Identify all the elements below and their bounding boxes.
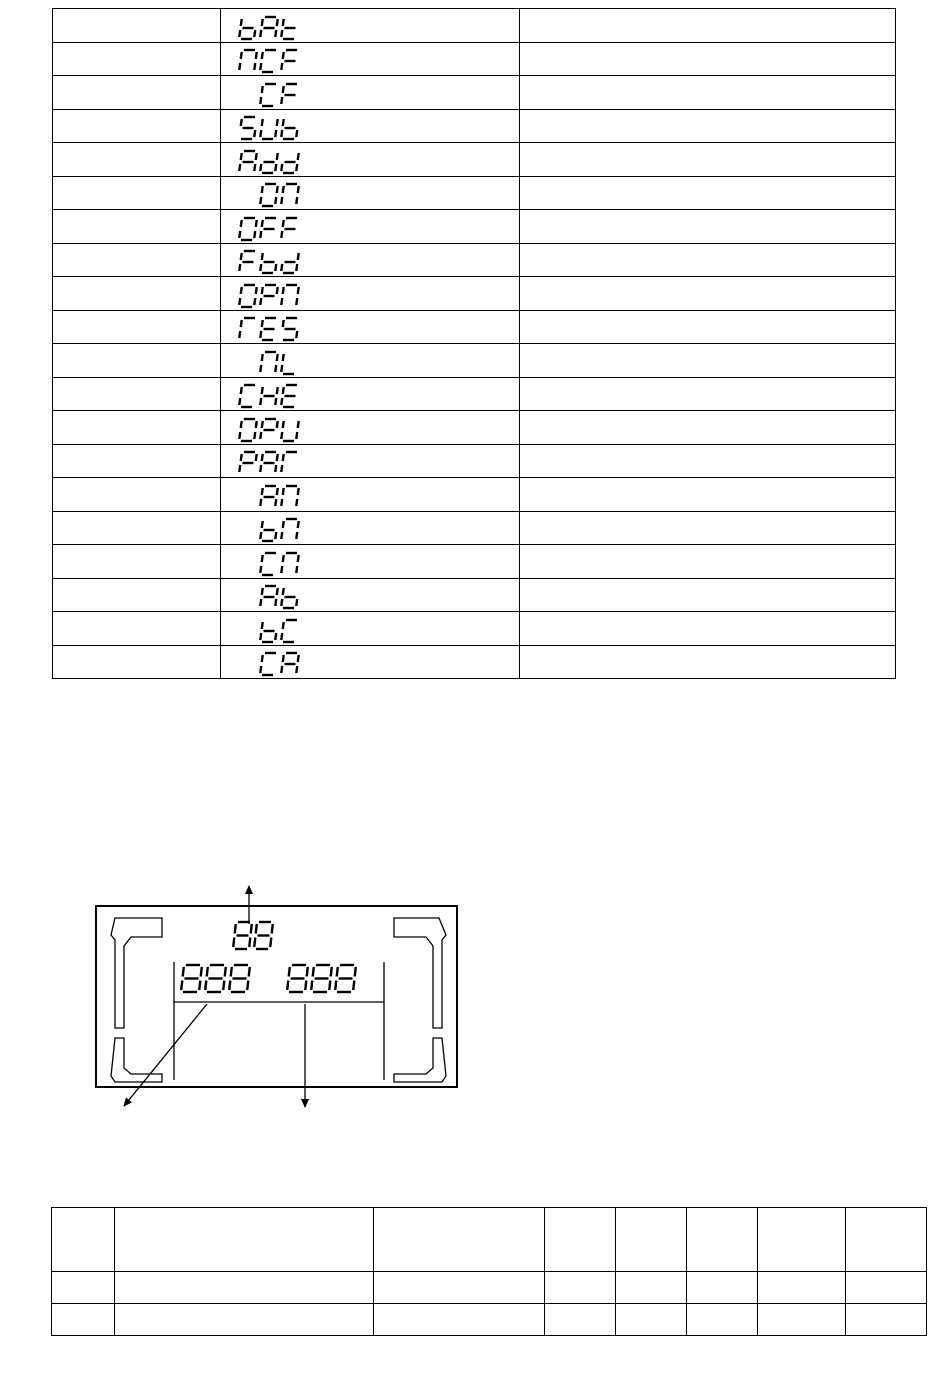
code-table-row (53, 42, 896, 76)
segment-code-opn (235, 280, 355, 310)
meaning-cell (520, 277, 896, 311)
spec-table-header-row (52, 1208, 927, 1272)
segment-code-cell (221, 9, 520, 43)
meaning-cell (520, 612, 896, 646)
segment-glyph (260, 653, 276, 675)
code-table-row (53, 310, 896, 344)
lcd-panel-diagram (0, 880, 480, 1112)
segment-code-par (235, 447, 355, 477)
meaning-cell (520, 511, 896, 545)
segment-glyph (239, 285, 256, 307)
code-table-row (53, 377, 896, 411)
code-table-row (53, 478, 896, 512)
code-table-row (53, 277, 896, 311)
segment-code-cell (221, 444, 520, 478)
spec-cell (687, 1304, 758, 1336)
lcd-left-digits (181, 965, 250, 992)
meaning-cell (520, 545, 896, 579)
meaning-cell (520, 9, 896, 43)
spec-cell (52, 1208, 115, 1272)
spec-cell (545, 1272, 616, 1304)
segment-glyph (260, 521, 276, 541)
segment-code-cn (235, 548, 355, 578)
segment-code-cell (221, 76, 520, 110)
segment-glyph (281, 519, 298, 539)
meaning-cell (520, 411, 896, 445)
segment-code-che (235, 380, 355, 410)
segment-code-cell (221, 344, 520, 378)
segment-code-cell (221, 612, 520, 646)
spec-cell (846, 1208, 927, 1272)
meaning-cell (520, 578, 896, 612)
segment-glyph (281, 588, 297, 608)
description-cell (53, 243, 221, 277)
segment-glyph (260, 17, 277, 37)
segment-glyph (205, 965, 226, 992)
code-table-row (53, 243, 896, 277)
segment-glyph (260, 622, 276, 642)
segment-code-cell (221, 143, 520, 177)
segment-glyph (281, 84, 297, 104)
description-cell (53, 9, 221, 43)
description-cell (53, 578, 221, 612)
segment-glyph (260, 153, 277, 173)
segment-glyph (281, 653, 298, 673)
spec-table-row (52, 1304, 927, 1336)
segment-glyph (281, 153, 298, 173)
segment-glyph (281, 620, 297, 642)
spec-table-row (52, 1272, 927, 1304)
segment-code-cf (235, 79, 355, 109)
segment-glyph (281, 285, 298, 305)
spec-cell (687, 1208, 758, 1272)
arrow-left-pointer (124, 1004, 207, 1106)
segment-glyph (281, 354, 294, 374)
segment-glyph (311, 965, 332, 992)
segment-code-cell (221, 545, 520, 579)
description-cell (53, 377, 221, 411)
spec-cell (52, 1272, 115, 1304)
segment-code-cell (221, 478, 520, 512)
code-table-row (53, 176, 896, 210)
segment-code-cell (221, 109, 520, 143)
meaning-cell (520, 76, 896, 110)
segment-glyph (229, 965, 250, 992)
segment-glyph (260, 184, 277, 206)
segment-code-an (235, 481, 355, 511)
segment-glyph (260, 318, 276, 340)
segment-glyph (260, 218, 276, 238)
lcd-inner-frame (174, 962, 384, 1080)
meaning-cell (520, 143, 896, 177)
meaning-cell (520, 109, 896, 143)
segment-code-table-body (53, 9, 896, 679)
spec-cell (846, 1304, 927, 1336)
description-cell (53, 545, 221, 579)
spec-cell (545, 1304, 616, 1336)
code-table-row (53, 444, 896, 478)
segment-glyph (281, 452, 297, 472)
segment-code-cell (221, 411, 520, 445)
segment-glyph (239, 385, 255, 407)
description-cell (53, 344, 221, 378)
description-cell (53, 210, 221, 244)
segment-glyph (287, 965, 308, 992)
segment-code-ca (235, 648, 355, 678)
spec-cell (758, 1208, 846, 1272)
segment-glyph (281, 421, 298, 441)
segment-glyph (260, 50, 276, 72)
segment-code-nl (235, 347, 355, 377)
spec-table (51, 1207, 927, 1336)
segment-glyph (281, 119, 297, 139)
segment-glyph (260, 586, 277, 606)
segment-glyph (239, 318, 255, 338)
segment-glyph (260, 387, 277, 405)
spec-cell (758, 1304, 846, 1336)
description-cell (53, 42, 221, 76)
lcd-top-digits (233, 922, 273, 949)
spec-cell (545, 1208, 616, 1272)
segment-glyph (281, 486, 298, 506)
lcd-left-bracket (111, 918, 162, 1082)
segment-code-cell (221, 277, 520, 311)
spec-cell (616, 1208, 687, 1272)
description-cell (53, 444, 221, 478)
segment-code-add (235, 146, 355, 176)
description-cell (53, 277, 221, 311)
spec-cell (616, 1304, 687, 1336)
description-cell (53, 511, 221, 545)
segment-glyph (239, 251, 255, 271)
spec-cell (846, 1272, 927, 1304)
spec-cell (758, 1272, 846, 1304)
description-cell (53, 411, 221, 445)
segment-glyph (260, 452, 277, 472)
segment-code-cell (221, 42, 520, 76)
segment-code-table (52, 8, 896, 679)
segment-code-on (235, 179, 355, 209)
description-cell (53, 109, 221, 143)
segment-code-sub (235, 112, 355, 142)
code-table-row (53, 143, 896, 177)
segment-glyph (281, 184, 298, 204)
segment-code-res (235, 313, 355, 343)
meaning-cell (520, 243, 896, 277)
segment-glyph (283, 318, 297, 340)
spec-cell (115, 1208, 374, 1272)
description-cell (53, 612, 221, 646)
segment-glyph (239, 218, 256, 240)
code-table-row (53, 344, 896, 378)
meaning-cell (520, 310, 896, 344)
spec-cell (616, 1272, 687, 1304)
meaning-cell (520, 444, 896, 478)
meaning-cell (520, 377, 896, 411)
segment-code-ab (235, 581, 355, 611)
code-table-row (53, 210, 896, 244)
meaning-cell (520, 210, 896, 244)
meaning-cell (520, 478, 896, 512)
segment-code-ncf (235, 45, 355, 75)
code-table-row (53, 511, 896, 545)
spec-cell (687, 1272, 758, 1304)
segment-glyph (260, 352, 277, 372)
segment-code-bat (235, 12, 355, 42)
segment-glyph (260, 253, 276, 273)
segment-glyph (260, 486, 277, 506)
spec-cell (374, 1272, 545, 1304)
segment-glyph (239, 50, 256, 70)
segment-glyph (281, 19, 295, 39)
lcd-frame (96, 906, 457, 1087)
spec-cell (52, 1304, 115, 1336)
segment-glyph (260, 553, 276, 575)
code-table-row (53, 109, 896, 143)
code-table-row (53, 612, 896, 646)
description-cell (53, 176, 221, 210)
segment-glyph (239, 419, 256, 441)
segment-code-cell (221, 645, 520, 679)
description-cell (53, 478, 221, 512)
segment-glyph (335, 965, 356, 992)
description-cell (53, 76, 221, 110)
segment-code-cell (221, 578, 520, 612)
segment-glyph (241, 117, 255, 139)
code-table-row (53, 578, 896, 612)
segment-glyph (239, 19, 255, 39)
meaning-cell (520, 176, 896, 210)
segment-code-cell (221, 243, 520, 277)
segment-glyph (281, 385, 297, 407)
segment-code-bc (235, 615, 355, 645)
segment-glyph (260, 119, 277, 139)
spec-cell (374, 1304, 545, 1336)
segment-glyph (281, 253, 298, 273)
lcd-right-digits (287, 965, 356, 992)
segment-code-opu (235, 414, 355, 444)
spec-cell (115, 1272, 374, 1304)
code-table-row (53, 645, 896, 679)
code-table-row (53, 9, 896, 43)
segment-code-cell (221, 210, 520, 244)
segment-code-fbd (235, 246, 355, 276)
segment-glyph (254, 922, 273, 949)
lcd-right-bracket (394, 918, 446, 1082)
segment-code-cell (221, 511, 520, 545)
description-cell (53, 310, 221, 344)
segment-glyph (281, 50, 297, 70)
meaning-cell (520, 344, 896, 378)
spec-cell (374, 1208, 545, 1272)
meaning-cell (520, 42, 896, 76)
segment-code-bn (235, 514, 355, 544)
segment-glyph (181, 965, 202, 992)
segment-glyph (239, 151, 256, 171)
code-table-row (53, 76, 896, 110)
segment-glyph (233, 922, 252, 949)
description-cell (53, 143, 221, 177)
spec-cell (115, 1304, 374, 1336)
segment-glyph (260, 84, 276, 106)
segment-code-off (235, 213, 355, 243)
segment-code-cell (221, 176, 520, 210)
segment-glyph (260, 419, 277, 439)
segment-glyph (260, 285, 277, 305)
code-table-row (53, 411, 896, 445)
segment-code-cell (221, 377, 520, 411)
segment-code-cell (221, 310, 520, 344)
description-cell (53, 645, 221, 679)
segment-glyph (239, 452, 256, 472)
segment-glyph (281, 553, 298, 573)
segment-glyph (281, 218, 297, 238)
meaning-cell (520, 645, 896, 679)
code-table-row (53, 545, 896, 579)
